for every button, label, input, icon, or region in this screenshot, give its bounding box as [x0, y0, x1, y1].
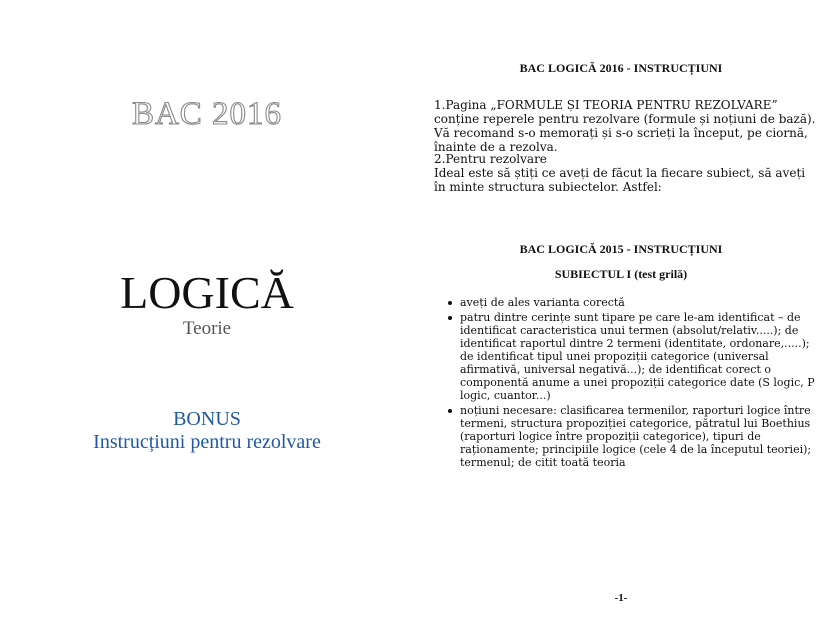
subheading-subiectul-1: SUBIECTUL I (test grilă) — [554, 267, 688, 281]
list-item — [448, 311, 824, 402]
bonus-label: BONUS — [173, 408, 241, 430]
bullet-icon — [448, 301, 452, 305]
list-item — [448, 296, 824, 309]
right-page — [414, 0, 828, 640]
outline-title: BAC 2016 — [131, 96, 283, 132]
paragraph-rezolvare-body: Ideal este să știți ce aveți de făcut la fiecare subiect, să aveți în minte structura subiectelor. Astfel: — [434, 166, 806, 194]
bullet-icon — [448, 316, 452, 320]
subtitle: Teorie — [182, 318, 232, 339]
heading-2015: BAC LOGICĂ 2015 - INSTRUCȚIUNI — [519, 242, 723, 256]
page-number: -1- — [614, 592, 628, 604]
bullet-list — [448, 296, 824, 471]
list-item — [448, 404, 824, 469]
heading-2016: BAC LOGICĂ 2016 - INSTRUCȚIUNI — [519, 61, 723, 75]
bonus-block — [0, 408, 414, 454]
list-item-text: noțiuni necesare: clasificarea termenilor, raporturi logice între termeni, structura propoziției categorice, pătratul lui Boethius (raporturi logice între propoziții categorice), tipuri de raționamente; principiile logice (cele 4 de la începutul teoriei); termenul; de citit toată teoria — [460, 404, 812, 469]
paragraph-rezolvare-title: 2.Pentru rezolvare — [434, 152, 547, 166]
bonus-description: Instrucțiuni pentru rezolvare — [93, 431, 321, 453]
bullet-icon — [448, 409, 452, 413]
list-item-text: patru dintre cerințe sunt tipare pe care le-am identificat – de identificat caracteristica unui termen (absolut/relativ.....); de identificat raportul dintre 2 termeni (identitate, ordonare,.....); de identificat tipul unei propoziții categorice (universal afirmativă, universal negativă...); de identificat corect o componentă anume a unei propoziții categorice date (S logic, P logic, cuantor...) — [460, 311, 815, 402]
list-item-text: aveți de ales varianta corectă — [460, 296, 625, 309]
main-title: LOGICĂ — [120, 267, 294, 318]
paragraph-formule: 1.Pagina „FORMULE ȘI TEORIA PENTRU REZOLVARE” conține reperele pentru rezolvare (formule și noțiuni de bază). Vă recomand s-o memorați și s-o scrieți la început, pe ciornă, înainte de a rezolva. — [434, 98, 816, 154]
